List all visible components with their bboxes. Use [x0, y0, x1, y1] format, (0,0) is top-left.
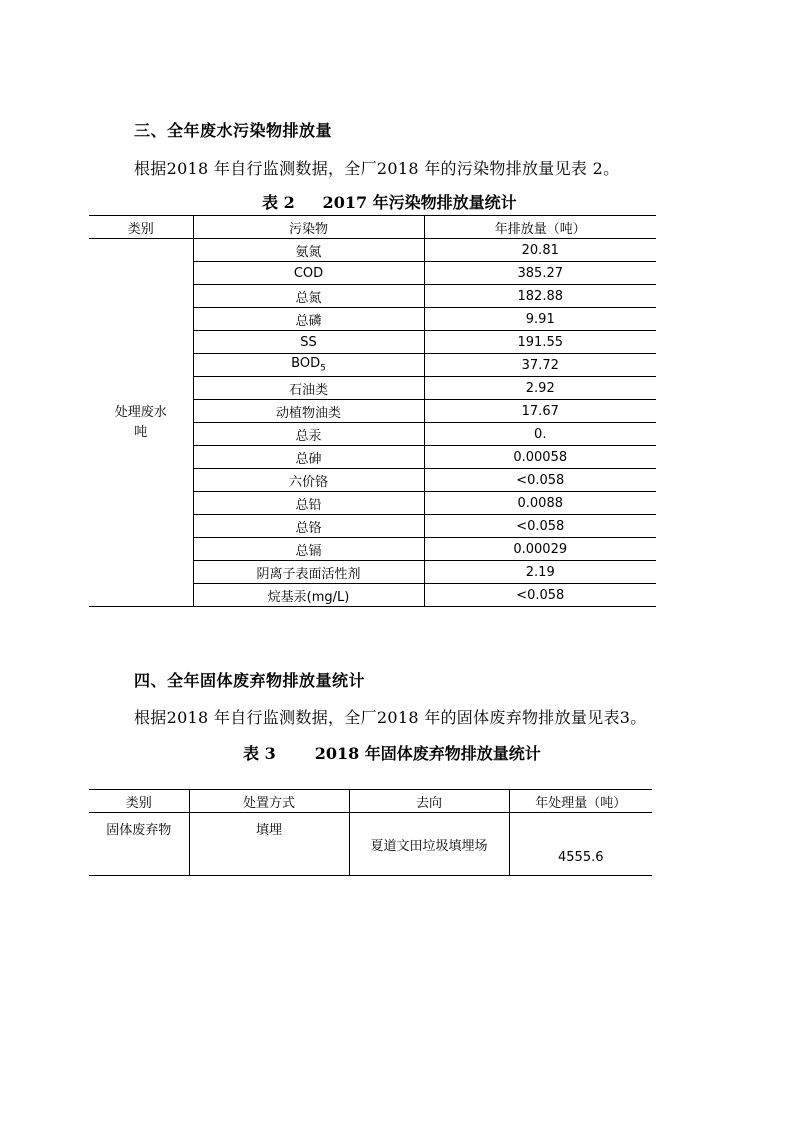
- emission-value-cell: 37.72: [424, 354, 656, 377]
- column-header-amount: 年处理量（吨）: [509, 790, 652, 813]
- solid-waste-table: [89, 789, 652, 876]
- cell-destination: 夏道文田垃圾填埋场: [349, 813, 509, 876]
- emission-value-cell: 0.00058: [424, 446, 656, 469]
- section3-heading: 三、全年废水污染物排放量: [134, 121, 333, 140]
- pollutant-name: 氨氮: [295, 244, 322, 260]
- table-header-row: [89, 216, 656, 239]
- pollutant-name: 六价铬: [288, 474, 328, 490]
- pollutant-cell: [193, 354, 424, 377]
- emission-value-cell: <0.058: [424, 469, 656, 492]
- emission-value-cell: <0.058: [424, 584, 656, 607]
- emission-value-cell: 0.0088: [424, 492, 656, 515]
- pollutant-cell: [193, 561, 424, 584]
- pollutant-name: 总磷: [295, 313, 322, 329]
- pollutant-cell: [193, 400, 424, 423]
- table-header-row: [89, 790, 652, 813]
- pollutant-name: 总氮: [295, 290, 322, 306]
- emission-value-cell: 2.92: [424, 377, 656, 400]
- emission-value-cell: 182.88: [424, 285, 656, 308]
- pollutant-name: 烷基汞(mg/L): [267, 589, 350, 605]
- emission-value-cell: <0.058: [424, 515, 656, 538]
- section4-paragraph: 根据2018 年自行监测数据，全厂2018 年的固体废弃物排放量见表3。: [134, 708, 647, 727]
- pollutant-cell: [193, 515, 424, 538]
- emission-value-cell: 0.00029: [424, 538, 656, 561]
- pollutant-cell: [193, 377, 424, 400]
- column-header-category: 类别: [89, 216, 193, 239]
- pollutant-name: 石油类: [288, 382, 328, 398]
- pollutant-name: 动植物油类: [275, 405, 341, 421]
- pollutant-cell: [193, 446, 424, 469]
- pollutant-cell: [193, 469, 424, 492]
- pollutant-cell: [193, 538, 424, 561]
- pollutant-name: 总铅: [295, 497, 322, 513]
- pollutant-cell: [193, 492, 424, 515]
- pollutant-name: 总镉: [295, 543, 322, 559]
- emission-value-cell: 385.27: [424, 262, 656, 285]
- table-row: [89, 813, 652, 876]
- column-header-amount: 年排放量（吨）: [424, 216, 656, 239]
- emission-value-cell: 0.: [424, 423, 656, 446]
- cell-method: 填埋: [189, 813, 349, 876]
- category-cell: 处理废水 吨: [89, 239, 193, 607]
- pollutant-cell: [193, 423, 424, 446]
- column-header-destination: 去向: [349, 790, 509, 813]
- pollutant-name: BOD: [291, 356, 321, 372]
- pollutant-subscript: 5: [320, 363, 326, 374]
- emission-value-cell: 9.91: [424, 308, 656, 331]
- pollutant-name: 阴离子表面活性剂: [256, 566, 361, 582]
- pollutant-cell: [193, 239, 424, 262]
- pollutant-cell: [193, 584, 424, 607]
- pollutant-cell: [193, 331, 424, 354]
- pollutant-cell: [193, 262, 424, 285]
- cell-amount: 4555.6: [509, 813, 652, 876]
- table2-caption: 表 2 2017 年污染物排放量统计: [262, 193, 517, 212]
- emission-value-cell: 17.67: [424, 400, 656, 423]
- emission-value-cell: 2.19: [424, 561, 656, 584]
- pollutant-name: 总汞: [295, 428, 322, 444]
- emission-value-cell: 191.55: [424, 331, 656, 354]
- cell-category: 固体废弃物: [89, 813, 189, 876]
- emission-value-cell: 20.81: [424, 239, 656, 262]
- pollutant-cell: [193, 285, 424, 308]
- pollutant-name: 总砷: [295, 451, 322, 467]
- section3-paragraph: 根据2018 年自行监测数据，全厂2018 年的污染物排放量见表 2。: [134, 159, 620, 178]
- column-header-category: 类别: [89, 790, 189, 813]
- section4-heading: 四、全年固体废弃物排放量统计: [134, 671, 366, 690]
- pollutant-name: 总铬: [295, 520, 322, 536]
- pollutant-name: COD: [293, 265, 324, 281]
- table3-caption: 表 3 2018 年固体废弃物排放量统计: [243, 744, 541, 763]
- pollutant-emission-table: [89, 215, 656, 607]
- column-header-method: 处置方式: [189, 790, 349, 813]
- pollutant-name: SS: [300, 334, 317, 350]
- column-header-pollutant: 污染物: [193, 216, 424, 239]
- table-row: [89, 239, 656, 262]
- pollutant-cell: [193, 308, 424, 331]
